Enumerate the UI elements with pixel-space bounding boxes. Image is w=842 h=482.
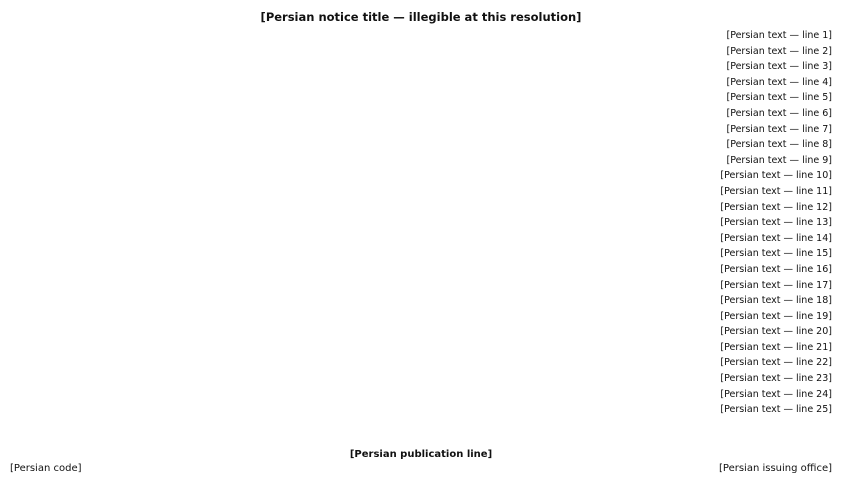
notice-title: [Persian notice title — illegible at this resolution] [260,10,582,24]
notice-line: [Persian text — line 6] [726,107,832,119]
notice-footer [10,448,832,476]
notice-line: [Persian text — line 4] [726,76,832,88]
notice-line: [Persian text — line 20] [720,326,832,338]
notice-line: [Persian text — line 25] [720,404,832,416]
notice-line: [Persian text — line 1] [726,30,832,41]
notice-line: [Persian text — line 14] [720,232,832,244]
notice-line: [Persian text — line 22] [720,357,832,369]
notice-line: [Persian text — line 21] [720,341,832,353]
notice-line: [Persian text — line 18] [720,295,832,307]
notice-line: [Persian text — line 13] [720,217,832,229]
notice-line: [Persian text — line 9] [726,154,832,166]
footer-signature-row [10,462,832,476]
notice-line: [Persian text — line 2] [726,45,832,57]
notice-line: [Persian text — line 11] [720,185,832,197]
notice-line: [Persian text — line 8] [726,139,832,151]
notice-line: [Persian text — line 5] [726,92,832,104]
notice-line: [Persian text — line 3] [726,61,832,73]
notice-line: [Persian text — line 16] [720,263,832,275]
notice-line: [Persian text — line 10] [720,170,832,182]
notice-line: [Persian text — line 12] [720,201,832,213]
notice-body [10,28,832,418]
notice-line: [Persian text — line 19] [720,310,832,322]
notice-code: [Persian code] [10,463,82,474]
publication-date: [Persian publication line] [349,449,493,460]
issuing-office: [Persian issuing office] [719,463,832,474]
notice-line: [Persian text — line 23] [720,373,832,385]
notice-line: [Persian text — line 7] [726,123,832,135]
notice-line: [Persian text — line 17] [720,279,832,291]
notice-line: [Persian text — line 24] [720,388,832,400]
notice-line: [Persian text — line 15] [720,248,832,260]
